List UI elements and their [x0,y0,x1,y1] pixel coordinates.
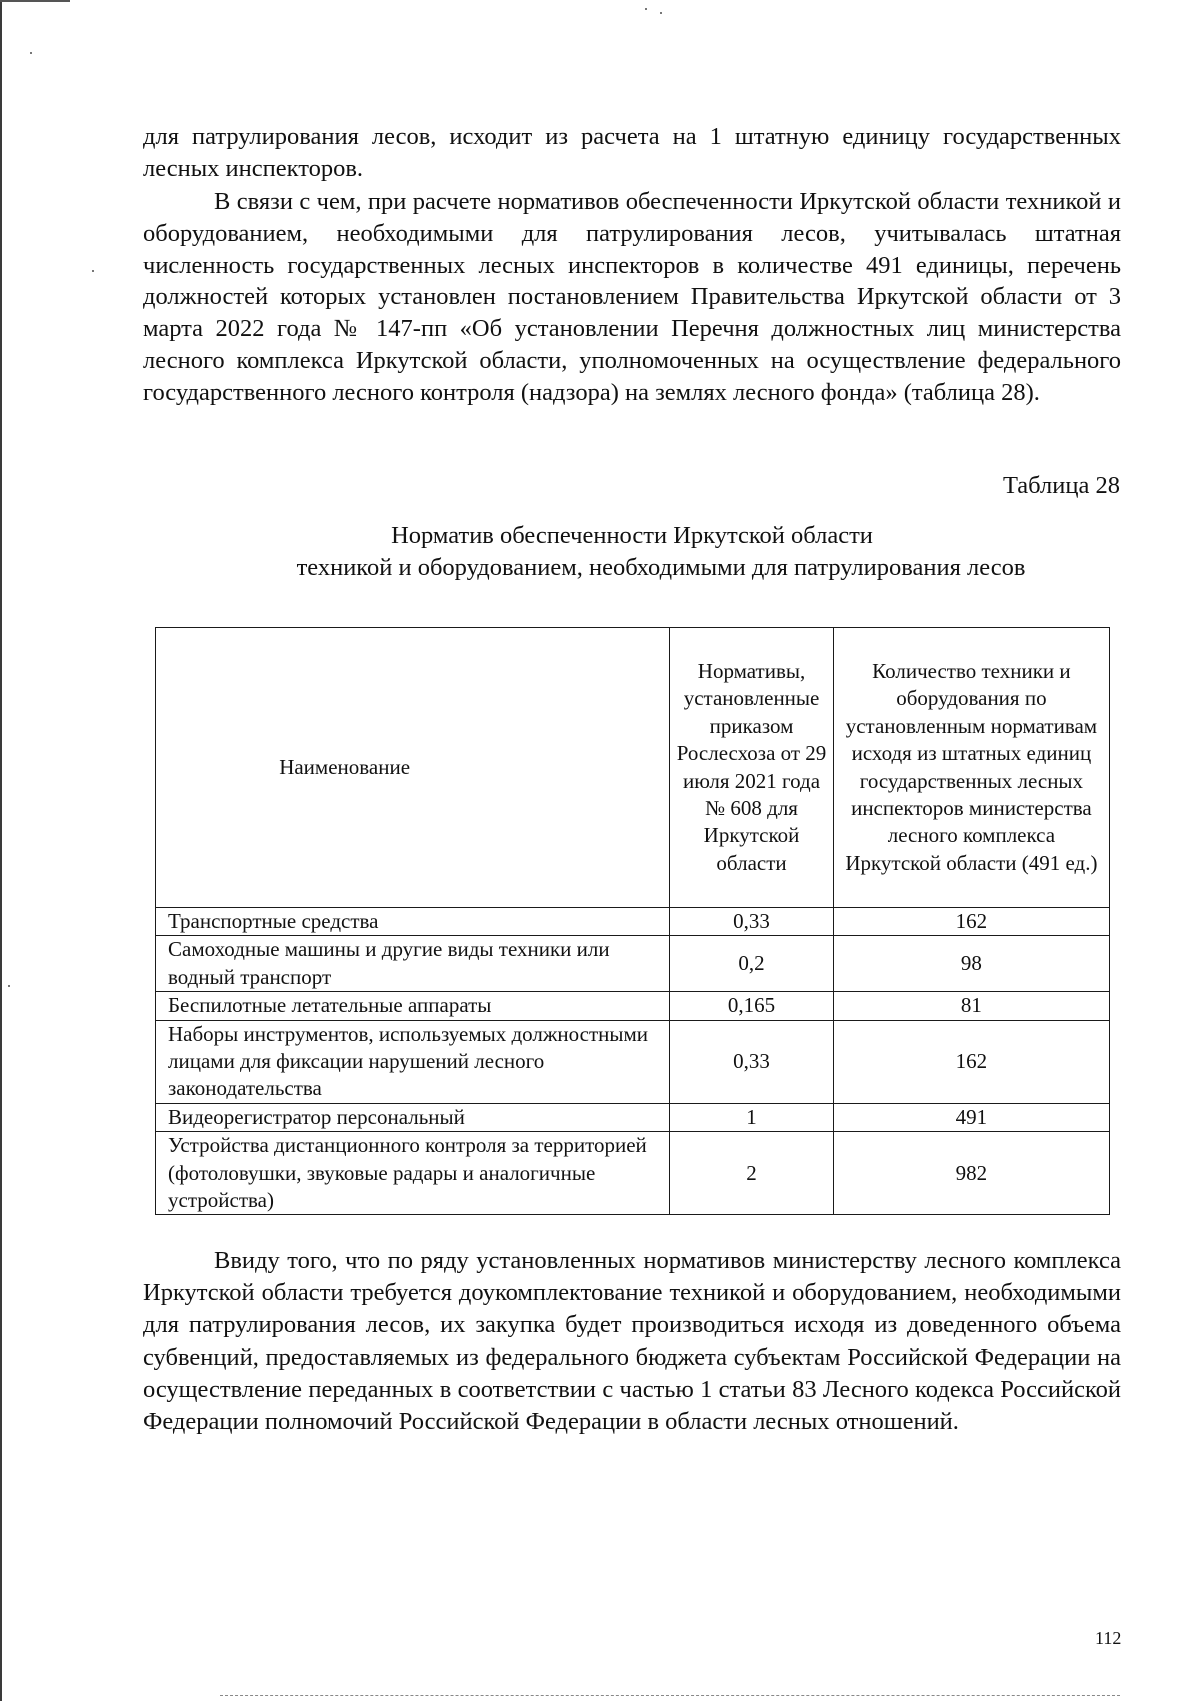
table-row [156,992,1110,1020]
scan-speck [30,52,32,54]
table-title-line1: Норматив обеспеченности Иркутской области [391,522,873,549]
header-name: Наименование [156,628,670,908]
closing-paragraph: Ввиду того, что по ряду установленных нормативов министерству лесного комплекса Иркутской области требуется доукомплектование техникой и оборудованием, необходимыми для патрулирования лесов, их закупка будет производиться исходя из доведенного объема субвенций, предоставляемых из федерального бюджета субъектам Российской Федерации на осуществление переданных в соответствии с частью 1 статьи 83 Лесного кодекса Российской Федерации полномочий Российской Федерации в области лесных отношений. [143,1247,1121,1436]
row-name: Самоходные машины и другие виды техники или водный транспорт [156,936,670,992]
table-title-line2: техникой и оборудованием, необходимыми для патрулирования лесов [296,554,1026,581]
scan-edge-bottom [220,1695,1120,1697]
scan-speck [92,270,94,272]
row-name: Транспортные средства [156,908,670,936]
row-name: Устройства дистанционного контроля за территорией (фотоловушки, звуковые радары и аналогичные устройства) [156,1132,670,1215]
row-quantity: 982 [833,1132,1109,1215]
row-quantity: 98 [833,936,1109,992]
page-number: 112 [1095,1628,1122,1648]
table-row [156,1020,1110,1103]
row-quantity: 162 [833,1020,1109,1103]
norms-table [155,627,1110,1215]
scan-speck [660,12,662,14]
scan-speck [645,8,647,10]
row-norm: 1 [670,1103,834,1131]
table-row [156,908,1110,936]
table-row [156,1132,1110,1215]
second-paragraph: В связи с чем, при расчете нормативов обеспеченности Иркутской области техникой и оборудованием, необходимыми для патрулирования лесов, учитывалась штатная численность государственных лесных инспекторов в количестве 491 единицы, перечень должностей которых установлен постановлением Правительства Иркутской области от 3 марта 2022 года № 147-пп «Об установлении Перечня должностных лиц министерства лесного комплекса Иркутской области, уполномоченных на осуществление федерального государственного лесного контроля (надзора) на землях лесного фонда» (таблица 28). [143,188,1121,406]
row-norm: 0,33 [670,908,834,936]
row-norm: 0,165 [670,992,834,1020]
table-label: Таблица 28 [1002,472,1120,499]
table-row [156,1103,1110,1131]
row-norm: 0,2 [670,936,834,992]
table-header-row [156,628,1110,908]
row-norm: 2 [670,1132,834,1215]
row-quantity: 81 [833,992,1109,1020]
intro-paragraph: для патрулирования лесов, исходит из расчета на 1 штатную единицу государственных лесных инспекторов. [143,123,1121,182]
header-norm: Нормативы, установленные приказом Рослесхоза от 29 июля 2021 года № 608 для Иркутской области [670,628,834,908]
scan-speck [8,985,10,987]
scan-edge-left [0,0,2,1701]
header-quantity: Количество техники и оборудования по установленным нормативам исходя из штатных единиц государственных лесных инспекторов министерства лесного комплекса Иркутской области (491 ед.) [833,628,1109,908]
row-name: Видеорегистратор персональный [156,1103,670,1131]
row-name: Беспилотные летательные аппараты [156,992,670,1020]
row-name: Наборы инструментов, используемых должностными лицами для фиксации нарушений лесного законодательства [156,1020,670,1103]
row-quantity: 162 [833,908,1109,936]
row-norm: 0,33 [670,1020,834,1103]
row-quantity: 491 [833,1103,1109,1131]
scan-edge-top [0,0,70,2]
table-row [156,936,1110,992]
table-title [143,520,1121,584]
